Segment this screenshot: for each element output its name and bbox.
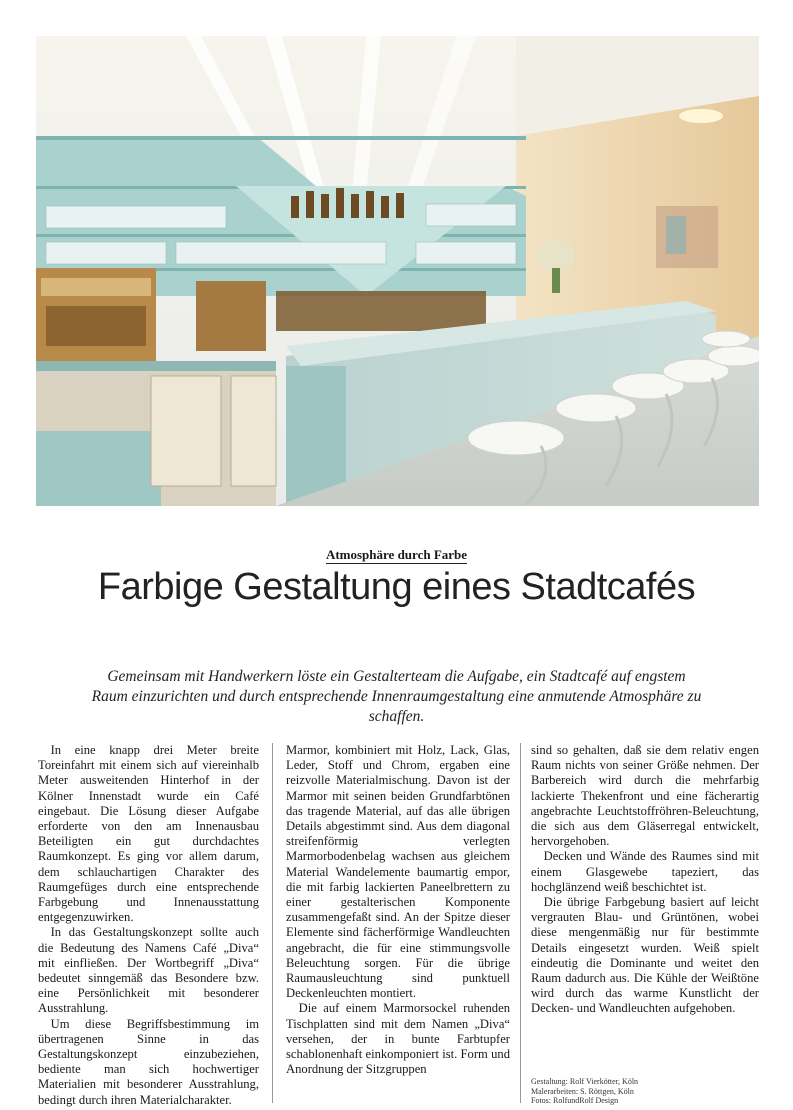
- article-column-3: [531, 743, 759, 1017]
- credit-line: Gestaltung: Rolf Vierkötter, Köln: [531, 1077, 639, 1086]
- paragraph: Die auf einem Marmorsockel ruhenden Tischplatten sind mit dem Namen „Diva“ versehen, der in bunte Farbtupfer schablonenhaft einkomponiert ist. Form und Anordnung der Sitzgruppen: [286, 1001, 510, 1077]
- credit-line: Fotos: RolfundRolf Design: [531, 1096, 619, 1105]
- paragraph: In das Gestaltungskonzept sollte auch die Bedeutung des Namens Café „Diva“ mit einfließen. Der Wortbegriff „Diva“ bedeutet sinngemäß das Besondere bzw. eine Persönlichkeit mit besonderer Ausstrahlung.: [38, 925, 259, 1016]
- column-divider: [272, 743, 273, 1103]
- paragraph: sind so gehalten, daß sie dem relativ engen Raum nichts von seiner Größe nehmen. Der Barbereich wird durch die mehrfarbig lackierte Thekenfront und eine fächerartig angebrachte Leuchtstoffröhren-Beleuchtung, die sich aus dem Gläserregal entwickelt, hervorgehoben.: [531, 743, 759, 849]
- kicker-text: Atmosphäre durch Farbe: [325, 547, 468, 562]
- paragraph: Die übrige Farbgebung basiert auf leicht vergrauten Blau- und Grüntönen, wobei diese mengenmäßig nur für bestimmte Details eingesetzt wurden. Weiß spielt eindeutig die Dominante und weitet den Raum dadurch aus. Die Kühle der Weißtöne wird durch das warme Kunstlicht der Decken- und Wandleuchten aufgehoben.: [531, 895, 759, 1016]
- column-divider: [520, 743, 521, 1103]
- paragraph: Um diese Begriffsbestimmung im übertragenen Sinne in das Gestaltungskonzept einzubeziehen, bediente man sich hochwertiger Materialien mit besonderer Ausstrahlung, bedingt durch ihren Materialcharakter.: [38, 1016, 259, 1107]
- article-column-2: [286, 743, 510, 1077]
- cafe-bar-photo: [36, 36, 759, 506]
- page-title: Farbige Gestaltung eines Stadtcafés: [97, 566, 696, 608]
- lead-paragraph: Gemeinsam mit Handwerkern löste ein Gestalterteam die Aufgabe, ein Stadtcafé auf engstem Raum einzurichten und durch entsprechende Innenraumgestaltung eine anmutende Atmosphäre zu schaffen.: [91, 668, 702, 725]
- paragraph: In eine knapp drei Meter breite Toreinfahrt mit einem sich auf viereinhalb Meter ausweitenden Hinterhof in der Kölner Innenstadt wurde ein Café eingebaut. Die Lösung dieser Aufgabe erforderte von den am Innenausbau Beteiligten ein gut durchdachtes Raumkonzept. Es ging vor allem darum, dem schlauchartigen Charakter des Raumgefüges durch eine entsprechende Farbgebung und Innenausstattung entgegenzuwirken.: [38, 743, 259, 925]
- photo-credits: [531, 1077, 638, 1106]
- article-column-1: [38, 743, 259, 1108]
- paragraph: Decken und Wände des Raumes sind mit einem Glasgewebe tapeziert, das hochglänzend weiß beschichtet ist.: [531, 849, 759, 894]
- cafe-bar-illustration: [36, 36, 759, 506]
- kicker: [0, 546, 793, 564]
- credit-line: Malerarbeiten: S. Röttgen, Köln: [531, 1086, 634, 1096]
- paragraph: Marmor, kombiniert mit Holz, Lack, Glas, Leder, Stoff und Chrom, ergaben eine reizvolle Materialmischung. Davon ist der Marmor mit seinen beiden Grundfarbtönen das tragende Material, auf das alle übrigen Details abgestimmt sind. Aus dem diagonal streifenförmig verlegten Marmorbodenbelag wachsen aus gleichem Material Wandelemente baumartig empor, die mit farbig lackierten Paneelbrettern zu einer gestalterischen Komponente zusammengefaßt sind. An der Spitze dieser Elemente sind fächerförmige Wandleuchten angebracht, die für eine stimmungsvolle Beleuchtung sorgen. Für die übrige Raumausleuchtung sind punktuell Deckenleuchten montiert.: [286, 743, 510, 1001]
